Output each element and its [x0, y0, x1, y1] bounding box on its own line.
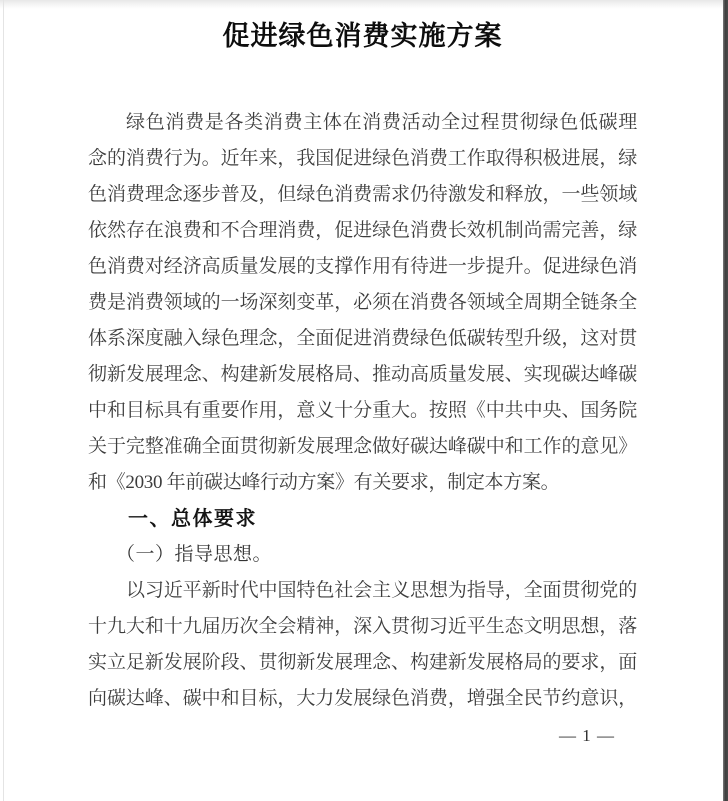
guiding-thought-line: 以习近平新时代中国特色社会主义思想为指导，全面贯彻党的 — [126, 580, 637, 601]
page-left-hairline — [3, 0, 4, 801]
intro-line: 色消费理念逐步普及，但绿色消费需求仍待激发和释放，一些领域 — [88, 184, 637, 205]
intro-line: 彻新发展理念、构建新发展格局、推动高质量发展、实现碳达峰碳 — [88, 364, 637, 385]
page-top-shadow-edge — [0, 0, 728, 9]
intro-line: 色消费对经济高质量发展的支撑作用有待进一步提升。促进绿色消 — [88, 256, 637, 277]
guiding-thought-line: 向碳达峰、碳中和目标，大力发展绿色消费，增强全民节约意识， — [88, 688, 637, 709]
intro-line: 中和目标具有重要作用，意义十分重大。按照《中共中央、国务院 — [88, 400, 637, 421]
page-right-border — [723, 0, 728, 801]
document-title: 促进绿色消费实施方案 — [222, 21, 503, 51]
intro-line: 费是消费领域的一场深刻变革，必须在消费各领域全周期全链条全 — [88, 292, 637, 313]
guiding-thought-line: 实立足新发展阶段、贯彻新发展理念、构建新发展格局的要求，面 — [88, 652, 637, 673]
intro-line: 和《2030 年前碳达峰行动方案》有关要求，制定本方案。 — [88, 472, 560, 493]
sub-heading: （一）指导思想。 — [116, 544, 273, 565]
intro-line: 念的消费行为。近年来，我国促进绿色消费工作取得积极进展，绿 — [88, 148, 637, 169]
page-number: — 1 — — [559, 726, 615, 745]
document-body — [88, 16, 637, 717]
intro-line: 依然存在浪费和不合理消费，促进绿色消费长效机制尚需完善，绿 — [88, 220, 637, 241]
guiding-thought-line: 十九大和十九届历次全会精神，深入贯彻习近平生态文明思想，落 — [88, 616, 637, 637]
section-heading: 一、总体要求 — [128, 508, 257, 530]
title-spacer — [88, 56, 637, 105]
intro-line: 关于完整准确全面贯彻新发展理念做好碳达峰碳中和工作的意见》 — [88, 436, 637, 457]
intro-line: 绿色消费是各类消费主体在消费活动全过程贯彻绿色低碳理 — [126, 112, 637, 133]
intro-line: 体系深度融入绿色理念，全面促进消费绿色低碳转型升级，这对贯 — [88, 328, 637, 349]
